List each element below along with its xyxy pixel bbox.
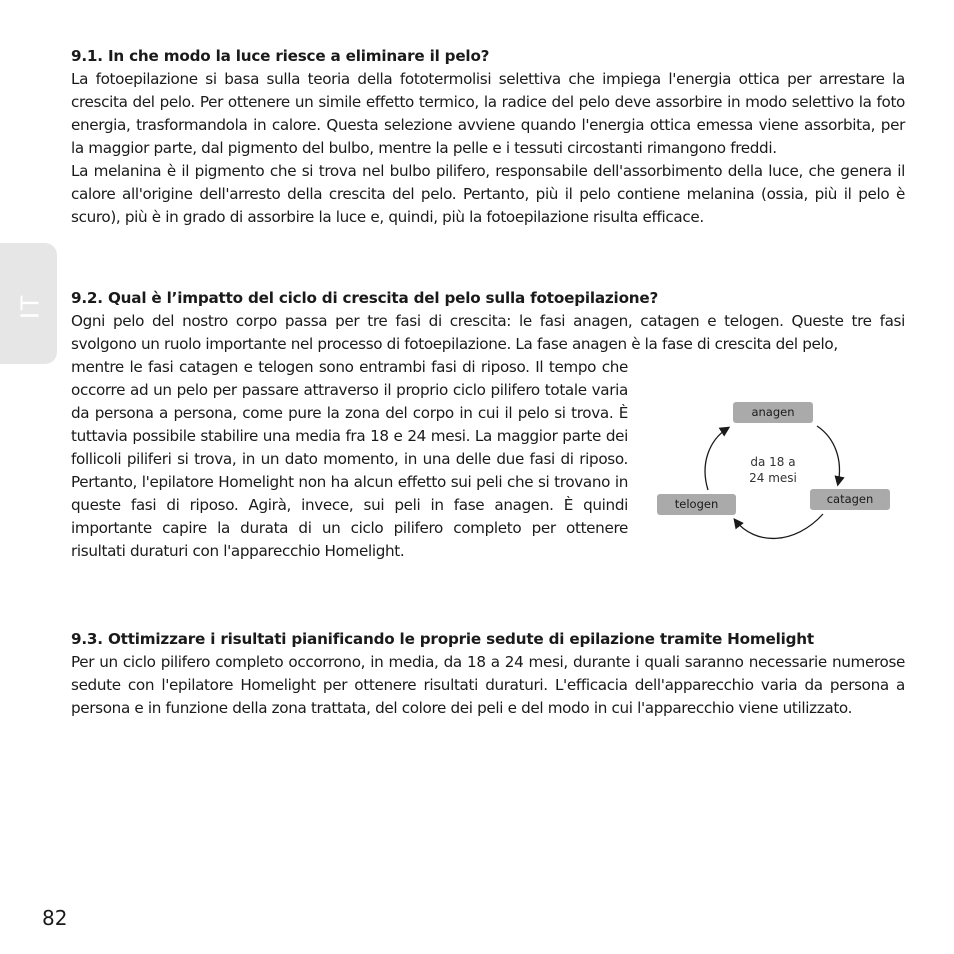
hair-growth-cycle-diagram (655, 400, 895, 545)
cycle-duration-line-2: 24 mesi (749, 471, 797, 485)
phase-catagen-label: catagen (810, 489, 890, 510)
section-9-1-paragraph-2: La melanina è il pigmento che si trova nel bulbo pilifero, responsabile dell'assorbimento della luce, che genera il calore all'origine dell'arresto della crescita del pelo. Pertanto, più il pelo contiene melanina (ossia, più il pelo è scuro), più è in grado di assorbire la luce e, quindi, più la fotoepilazione risulta efficace. (71, 162, 905, 226)
page-number: 82 (42, 906, 68, 930)
phase-telogen-label: telogen (657, 494, 736, 515)
language-tab (0, 243, 57, 364)
section-9-1-paragraph-1: La fotoepilazione si basa sulla teoria della fototermolisi selettiva che impiega l'energia ottica per arrestare la crescita del pelo. Per ottenere un simile effetto termico, la radice del pelo deve assorbire in modo selettivo la foto energia, trasformandola in calore. Questa selezione avviene quando l'energia ottica emessa viene assorbita, per la maggior parte, dal pigmento del bulbo, mentre la pelle e i tessuti circostanti rimangono freddi. (71, 70, 905, 157)
section-9-1 (71, 45, 905, 229)
section-9-3 (71, 628, 905, 720)
section-9-2-heading: 9.2. Qual è l’impatto del ciclo di crescita del pelo sulla fotoepilazione? (71, 289, 659, 307)
language-tab-label: IT (14, 293, 45, 320)
section-9-2-paragraph-narrow: mentre le fasi catagen e telogen sono entrambi fasi di riposo. Il tempo che occorre ad un pelo per passare attraverso il proprio ciclo pilifero totale varia da persona a persona, come pure la zona del corpo in cui il pelo si trova. È tuttavia possibile stabilire una media fra 18 e 24 mesi. La maggior parte dei follicoli piliferi si trova, in un dato momento, in una delle due fasi di riposo. Pertanto, l'epilatore Homelight non ha alcun effetto sui peli che si trovano in queste fasi di riposo. Agirà, invece, sui peli in fase anagen. È quindi importante capire la durata di un ciclo pilifero completo per ottenere risultati duraturi con l'apparecchio Homelight. (71, 358, 628, 560)
section-9-1-heading: 9.1. In che modo la luce riesce a eliminare il pelo? (71, 47, 490, 65)
cycle-duration-line-1: da 18 a (750, 455, 796, 469)
arrow-telogen-to-anagen (705, 428, 728, 490)
arrow-anagen-to-catagen (817, 426, 839, 484)
cycle-duration-label (739, 454, 807, 486)
section-9-2-paragraph-full: Ogni pelo del nostro corpo passa per tre fasi di crescita: le fasi anagen, catagen e telogen. Queste tre fasi svolgono un ruolo importante nel processo di fotoepilazione. La fase anagen è la fase di crescita del pelo, (71, 312, 905, 353)
section-9-3-paragraph: Per un ciclo pilifero completo occorrono, in media, da 18 a 24 mesi, durante i quali saranno necessarie numerose sedute con l'epilatore Homelight per ottenere risultati duraturi. L'efficacia dell'apparecchio varia da persona a persona e in funzione della zona trattata, del colore dei peli e del modo in cui l'apparecchio viene utilizzato. (71, 653, 905, 717)
arrow-catagen-to-telogen (735, 514, 823, 538)
phase-anagen-label: anagen (733, 402, 813, 423)
section-9-3-heading: 9.3. Ottimizzare i risultati pianificando le proprie sedute di epilazione tramite Homelight (71, 630, 814, 648)
